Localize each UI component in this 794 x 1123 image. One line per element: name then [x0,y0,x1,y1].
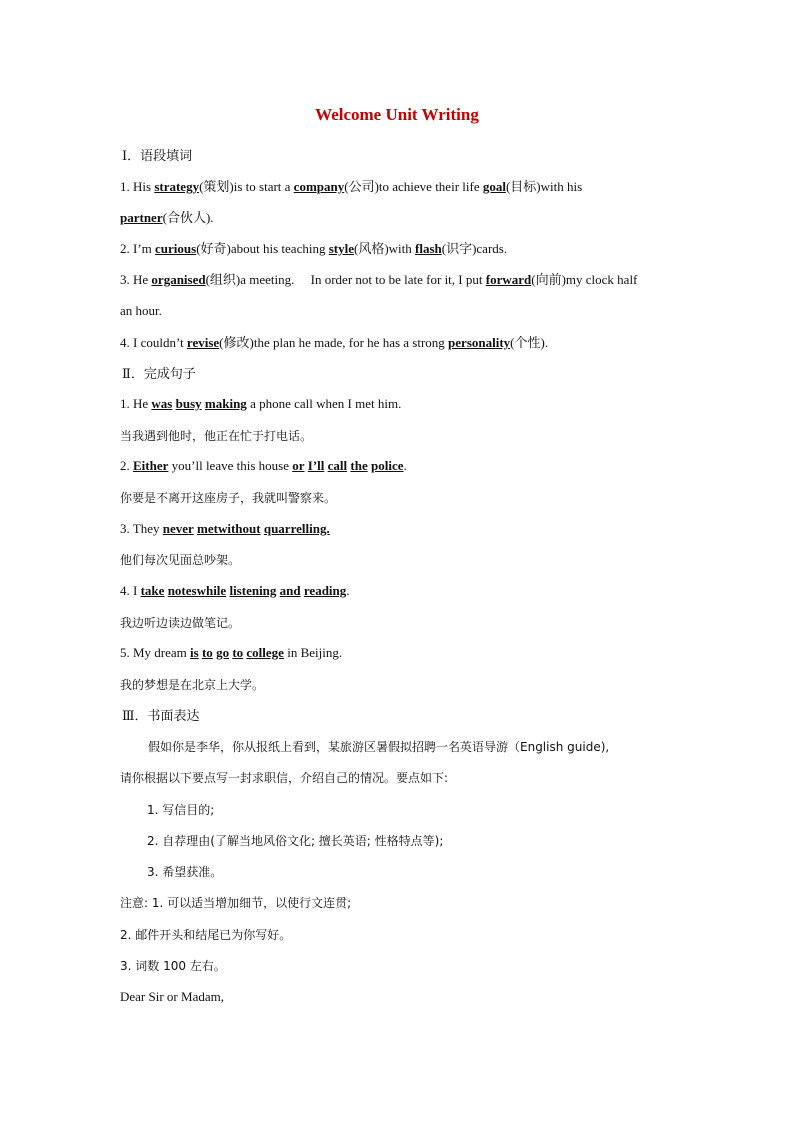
writing-prompt-line-2: 请你根据以下要点写一封求职信，介绍自己的情况。要点如下: [120,771,449,785]
answer-flash: flash [415,241,442,256]
answer-strategy: strategy [154,179,200,194]
requirement-2: 2. 自荐理由(了解当地风俗文化; 擅长英语; 性格特点等); [147,834,444,848]
answer-revise: revise [186,335,220,350]
section-1-item-3-cont: an hour. [120,303,162,318]
section-1-heading: Ⅰ．语段填词 [122,148,193,163]
sentence-5: 5. My dream is to go to college in Beijing. [120,645,343,660]
answer-curious: curious [155,241,197,256]
sentence-3: 3. They never metwithout quarrelling. [120,521,330,536]
letter-salutation: Dear Sir or Madam, [120,989,224,1004]
section-1-item-2: 2. I’m curious(好奇)about his teaching style(风格)with flash(识字)cards. [120,241,508,256]
sentence-2-chinese: 你要是不离开这座房子，我就叫警察来。 [120,491,337,505]
section-3-heading: Ⅲ．书面表达 [122,708,200,723]
section-2-heading: Ⅱ．完成句子 [122,366,196,381]
answer-personality: personality [448,335,511,350]
note-3: 3. 词数 100 左右。 [120,959,226,973]
sentence-5-chinese: 我的梦想是在北京上大学。 [120,678,265,692]
answer-goal: goal [482,179,506,194]
answer-style: style [328,241,354,256]
sentence-3-chinese: 他们每次见面总吵架。 [120,553,241,567]
writing-prompt-line-1: 假如你是李华，你从报纸上看到，某旅游区暑假拟招聘一名英语导游（English guide), [148,740,610,754]
note-1: 注意: 1. 可以适当增加细节，以使行文连贯; [120,896,352,910]
page-title: Welcome Unit Writing [315,105,479,124]
section-1-item-1: 1. His strategy(策划)is to start a company(公司)to achieve their life goal(目标)with his [120,179,583,194]
answer-organised: organised [151,272,206,287]
requirement-1: 1. 写信目的; [147,803,215,817]
sentence-4: 4. I take noteswhile listening and reading. [120,583,350,598]
note-2: 2. 邮件开头和结尾已为你写好。 [120,928,292,942]
sentence-2: 2. Either you’ll leave this house or I’ll call the police. [120,458,407,473]
sentence-1-chinese: 当我遇到他时，他正在忙于打电话。 [120,429,313,443]
section-1-item-3: 3. He organised(组织)a meeting. In order not to be late for it, I put forward(向前)my clock half [120,272,638,287]
answer-company: company [293,179,345,194]
sentence-4-chinese: 我边听边读边做笔记。 [120,616,241,630]
answer-forward: forward [485,272,532,287]
section-1-item-4: 4. I couldn’t revise(修改)the plan he made, for he has a strong personality(个性). [120,335,549,350]
answer-partner: partner [120,210,163,225]
requirement-3: 3. 希望获准。 [147,865,223,879]
section-1-item-1-cont: partner(合伙人). [120,210,214,225]
sentence-1: 1. He was busy making a phone call when I met him. [120,396,402,411]
